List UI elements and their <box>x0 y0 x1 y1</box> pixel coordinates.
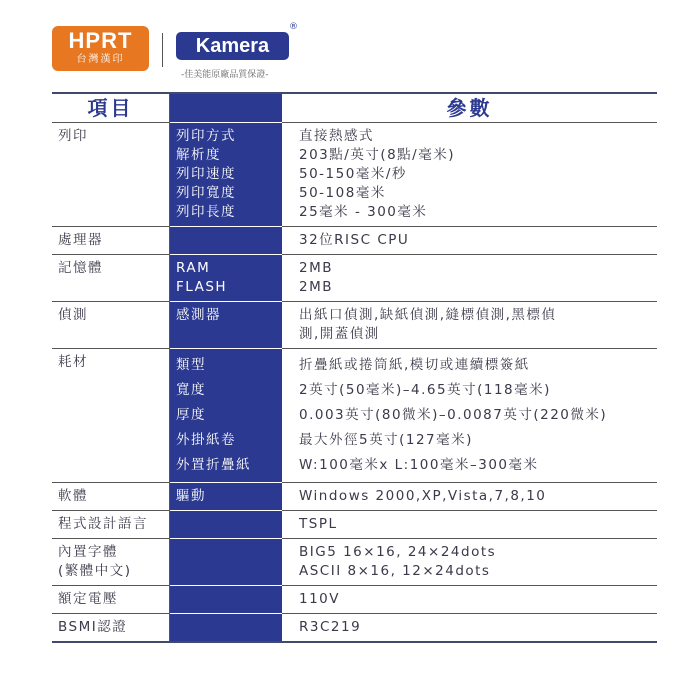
row-voltage-label: 額定電壓 <box>58 591 118 607</box>
media-width-label: 寬度 <box>176 382 206 398</box>
sensor-sub-label: 感測器 <box>176 307 221 323</box>
row-bsmi-label: BSMI認證 <box>58 619 128 635</box>
memory-flash-label: FLASH <box>176 279 228 295</box>
row-language <box>52 511 657 539</box>
sensor-value: 出紙口偵測,缺紙偵測,縫標偵測,黑標偵測,開蓋偵測 <box>299 307 557 342</box>
print-length-label: 列印長度 <box>176 204 236 220</box>
row-sensor <box>52 302 657 349</box>
row-processor-label: 處理器 <box>58 232 103 248</box>
media-width-value: 2英寸(50毫米)–4.65英寸(118毫米) <box>299 382 551 398</box>
media-external-roll-label: 外掛紙卷 <box>176 432 236 448</box>
row-language-label: 程式設計語言 <box>58 516 148 532</box>
row-memory-label: 記憶體 <box>58 260 103 276</box>
print-speed-value: 50-150毫米/秒 <box>299 166 407 182</box>
software-sub-label: 驅動 <box>176 488 206 504</box>
memory-flash-value: 2MB <box>299 279 333 295</box>
hprt-logo <box>52 26 149 71</box>
software-value: Windows 2000,XP,Vista,7,8,10 <box>299 488 547 504</box>
spec-table <box>52 92 657 643</box>
row-bsmi <box>52 614 657 643</box>
print-resolution-label: 解析度 <box>176 147 221 163</box>
row-fonts-label: 內置字體 <box>58 544 118 560</box>
bsmi-value: R3C219 <box>299 619 362 635</box>
hprt-logo-text: HPRT <box>68 28 133 53</box>
print-width-label: 列印寬度 <box>176 185 236 201</box>
print-resolution-value: 203點/英寸(8點/毫米) <box>299 147 455 163</box>
print-length-value: 25毫米 - 300毫米 <box>299 204 428 220</box>
header-sub-blank <box>170 93 283 123</box>
processor-value: 32位RISC CPU <box>299 232 410 248</box>
kamera-logo: Kamera <box>176 32 289 60</box>
print-width-value: 50-108毫米 <box>299 185 386 201</box>
memory-ram-label: RAM <box>176 260 211 276</box>
media-external-fanfold-label: 外置折疊紙 <box>176 457 251 473</box>
row-processor <box>52 227 657 255</box>
fonts-big5-value: BIG5 16×16, 24×24dots <box>299 544 497 560</box>
table-header-row <box>52 93 657 123</box>
print-speed-label: 列印速度 <box>176 166 236 182</box>
row-fonts-label-sub: (繁體中文) <box>58 563 132 579</box>
media-external-roll-value: 最大外徑5英寸(127毫米) <box>299 432 473 448</box>
media-thickness-value: 0.003英寸(80微米)–0.0087英寸(220微米) <box>299 407 608 423</box>
logo-divider <box>162 33 163 67</box>
row-software <box>52 483 657 511</box>
registered-mark: ® <box>289 22 298 32</box>
hprt-logo-subtext: 台灣漢印 <box>76 54 125 65</box>
row-print-label: 列印 <box>58 128 88 144</box>
language-value: TSPL <box>299 516 338 532</box>
media-type-label: 類型 <box>176 357 206 373</box>
memory-ram-value: 2MB <box>299 260 333 276</box>
media-type-value: 折疊紙或捲筒紙,模切或連續標簽紙 <box>299 357 530 373</box>
row-software-label: 軟體 <box>58 488 88 504</box>
row-fonts <box>52 539 657 586</box>
print-method-value: 直接熱感式 <box>299 128 374 144</box>
row-media <box>52 349 657 483</box>
header-item: 項目 <box>52 93 170 123</box>
row-sensor-label: 偵測 <box>58 307 88 323</box>
media-external-fanfold-value: W:100毫米x L:100毫米–300毫米 <box>299 457 539 473</box>
media-thickness-label: 厚度 <box>176 407 206 423</box>
row-memory <box>52 255 657 302</box>
row-media-label: 耗材 <box>58 354 88 370</box>
brand-tagline: -佳美能原廠品質保證- <box>181 70 269 80</box>
row-print <box>52 123 657 227</box>
fonts-ascii-value: ASCII 8×16, 12×24dots <box>299 563 491 579</box>
row-voltage <box>52 586 657 614</box>
header-param: 參數 <box>282 93 657 123</box>
print-method-label: 列印方式 <box>176 128 236 144</box>
voltage-value: 110V <box>299 591 341 607</box>
